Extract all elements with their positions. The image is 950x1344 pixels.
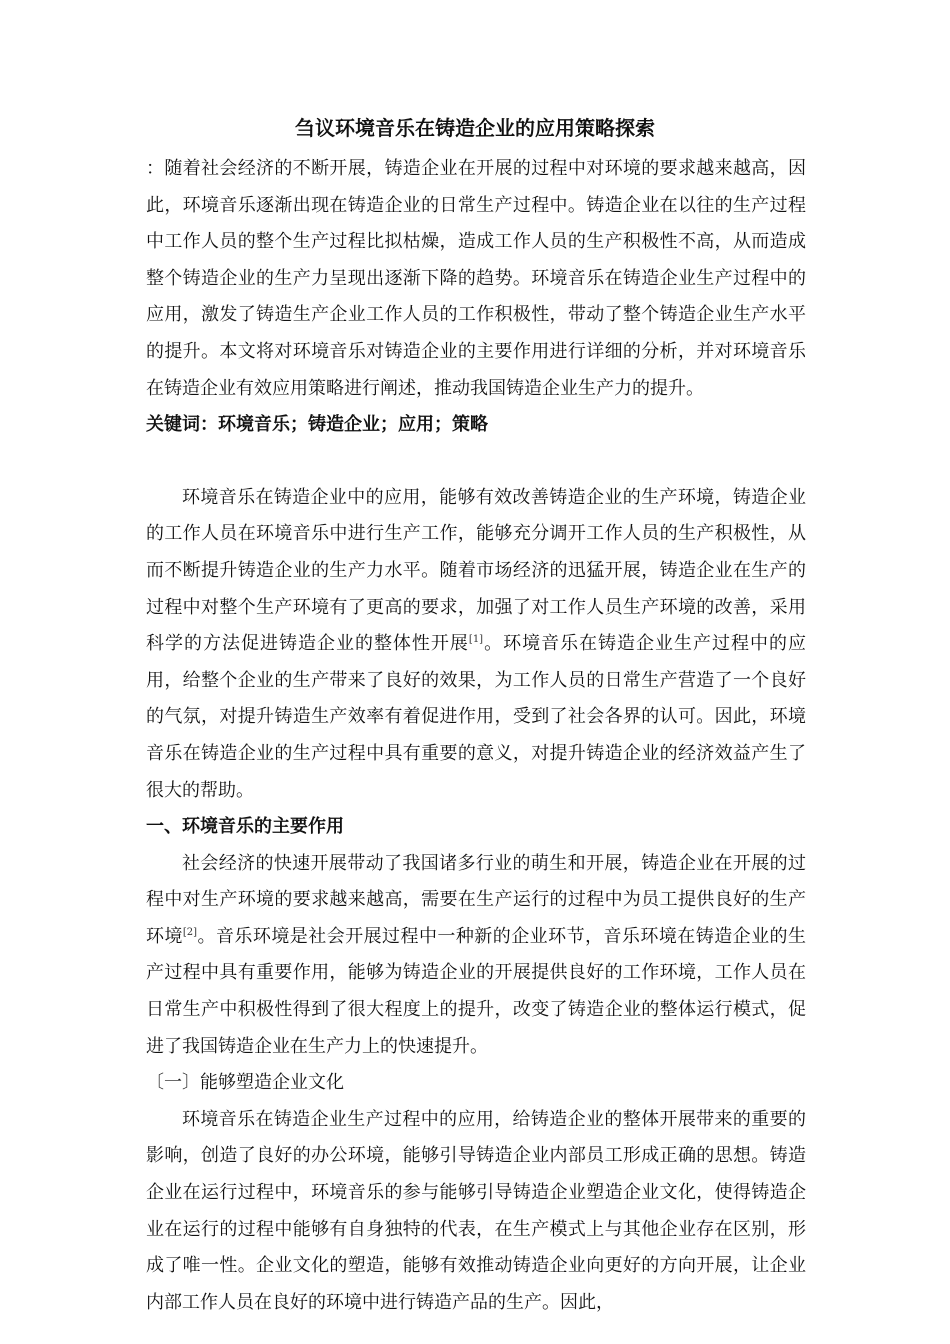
intro-paragraph bbox=[146, 480, 806, 809]
intro-text-part1: 环境音乐在铸造企业中的应用，能够有效改善铸造企业的生产环境，铸造企业的工作人员在环境音乐中进行生产工作，能够充分调开工作人员的生产积极性，从而不断提升铸造企业的生产力水平。随着市场经济的迅猛开展，铸造企业在生产的过程中对整个生产环境有了更高的要求，加强了对工作人员生产环境的改善，采用科学的方法促进铸造企业的整体性开展 bbox=[146, 486, 806, 655]
section1-text-part2: 。音乐环境是社会开展过程中一种新的企业环节，音乐环境在铸造企业的生产过程中具有重要作用，能够为铸造企业的开展提供良好的工作环境，工作人员在日常生产中积极性得到了很大程度上的提升，改变了铸造企业的整体运行模式，促进了我国铸造企业在生产力上的快速提升。 bbox=[146, 925, 806, 1057]
subsection-heading-1: 〔一〕能够塑造企业文化 bbox=[146, 1072, 344, 1094]
subsection1-paragraph: 环境音乐在铸造企业生产过程中的应用，给铸造企业的整体开展带来的重要的影响，创造了良好的办公环境，能够引导铸造企业内部员工形成正确的思想。铸造企业在运行过程中，环境音乐的参与能够引导铸造企业塑造企业文化，使得铸造企业在运行的过程中能够有自身独特的代表，在生产模式上与其他企业存在区别，形成了唯一性。企业文化的塑造，能够有效推动铸造企业向更好的方向开展，让企业内部工作人员在良好的环境中进行铸造产品的生产。因此， bbox=[146, 1108, 806, 1313]
citation-ref-2: [2] bbox=[182, 926, 198, 938]
section1-paragraph bbox=[146, 846, 806, 1066]
section-heading-1: 一、环境音乐的主要作用 bbox=[146, 816, 344, 838]
document-body bbox=[146, 151, 806, 1321]
keywords-line: 关键词：环境音乐；铸造企业；应用；策略 bbox=[146, 414, 488, 436]
abstract-paragraph: ：随着社会经济的不断开展，铸造企业在开展的过程中对环境的要求越来越高，因此，环境音乐逐渐出现在铸造企业的日常生产过程中。铸造企业在以往的生产过程中工作人员的整个生产过程比拟枯燥，造成工作人员的生产积极性不高，从而造成整个铸造企业的生产力呈现出逐渐下降的趋势。环境音乐在铸造企业生产过程中的应用，激发了铸造生产企业工作人员的工作积极性，带动了整个铸造企业生产水平的提升。本文将对环境音乐对铸造企业的主要作用进行详细的分析，并对环境音乐在铸造企业有效应用策略进行阐述，推动我国铸造企业生产力的提升。 bbox=[146, 158, 806, 399]
section1-text-part1: 社会经济的快速开展带动了我国诸多行业的萌生和开展，铸造企业在开展的过程中对生产环境的要求越来越高，需要在生产运行的过程中为员工提供良好的生产环境 bbox=[146, 852, 806, 947]
citation-ref-1: [1] bbox=[468, 634, 484, 646]
intro-text-part2: 。环境音乐在铸造企业生产过程中的应用，给整个企业的生产带来了良好的效果，为工作人员的日常生产营造了一个良好的气氛，对提升铸造生产效率有着促进作用，受到了社会各界的认可。因此，环境音乐在铸造企业的生产过程中具有重要的意义，对提升铸造企业的经济效益产生了很大的帮助。 bbox=[146, 633, 807, 801]
document-title: 刍议环境音乐在铸造企业的应用策略探索 bbox=[295, 116, 655, 140]
paragraph-gap bbox=[146, 444, 806, 480]
